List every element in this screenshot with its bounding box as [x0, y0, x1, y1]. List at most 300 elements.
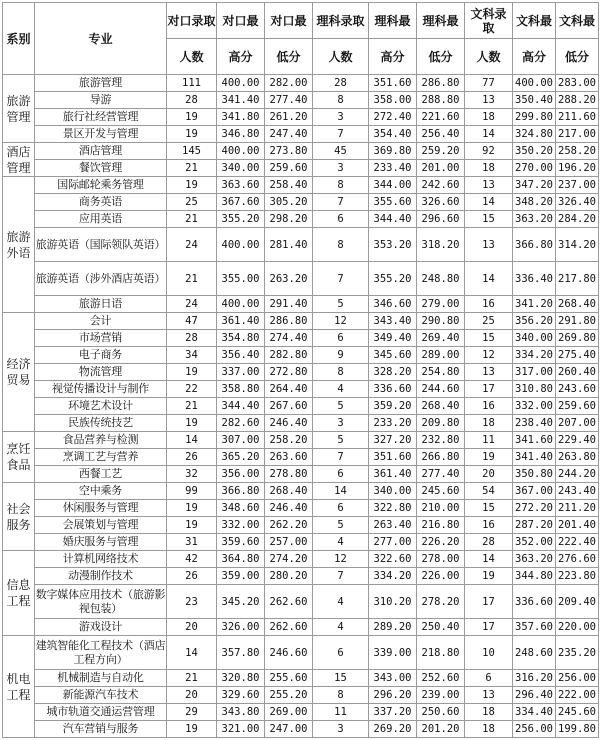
header-col-bottom: 人数: [465, 39, 513, 75]
header-col-top: 对口录取: [167, 3, 217, 39]
value-cell: 8: [313, 92, 369, 109]
value-cell: 296.60: [417, 211, 465, 228]
value-cell: 235.20: [556, 636, 599, 670]
admission-score-table: [2, 2, 599, 738]
value-cell: 283.00: [556, 75, 599, 92]
value-cell: 196.20: [556, 160, 599, 177]
header-col-bottom: 低分: [265, 39, 313, 75]
value-cell: 361.40: [369, 466, 417, 483]
value-cell: 364.80: [217, 551, 265, 568]
table-row: [3, 721, 599, 738]
value-cell: 336.40: [513, 262, 556, 296]
value-cell: 341.40: [217, 92, 265, 109]
value-cell: 258.20: [265, 432, 313, 449]
value-cell: 278.00: [417, 551, 465, 568]
value-cell: 322.80: [369, 500, 417, 517]
table-row: [3, 500, 599, 517]
value-cell: 353.20: [369, 228, 417, 262]
category-cell: 经济 贸易: [3, 313, 35, 432]
value-cell: 288.80: [417, 92, 465, 109]
major-cell: 旅游管理: [35, 75, 167, 92]
value-cell: 260.40: [556, 364, 599, 381]
value-cell: 259.60: [556, 398, 599, 415]
value-cell: 24: [167, 296, 217, 313]
value-cell: 257.00: [265, 534, 313, 551]
table-row: [3, 364, 599, 381]
value-cell: 11: [465, 432, 513, 449]
value-cell: 278.80: [265, 466, 313, 483]
value-cell: 400.00: [217, 228, 265, 262]
value-cell: 357.80: [217, 636, 265, 670]
value-cell: 16: [465, 517, 513, 534]
value-cell: 281.40: [265, 228, 313, 262]
value-cell: 365.20: [217, 449, 265, 466]
table-row: [3, 704, 599, 721]
value-cell: 326.60: [417, 194, 465, 211]
value-cell: 14: [167, 432, 217, 449]
value-cell: 221.60: [417, 109, 465, 126]
value-cell: 3: [313, 160, 369, 177]
value-cell: 356.20: [513, 313, 556, 330]
value-cell: 14: [465, 262, 513, 296]
value-cell: 201.40: [556, 517, 599, 534]
value-cell: 255.20: [265, 687, 313, 704]
value-cell: 282.60: [217, 415, 265, 432]
value-cell: 5: [313, 432, 369, 449]
value-cell: 400.00: [217, 143, 265, 160]
value-cell: 6: [313, 211, 369, 228]
value-cell: 229.40: [556, 432, 599, 449]
value-cell: 222.00: [556, 687, 599, 704]
value-cell: 276.60: [556, 551, 599, 568]
major-cell: 休闲服务与管理: [35, 500, 167, 517]
value-cell: 343.00: [369, 670, 417, 687]
value-cell: 12: [465, 347, 513, 364]
value-cell: 332.00: [217, 517, 265, 534]
major-cell: 旅游英语（涉外酒店英语）: [35, 262, 167, 296]
value-cell: 340.00: [217, 160, 265, 177]
major-cell: 餐饮管理: [35, 160, 167, 177]
value-cell: 3: [313, 415, 369, 432]
value-cell: 349.40: [369, 330, 417, 347]
value-cell: 10: [465, 636, 513, 670]
major-cell: 导游: [35, 92, 167, 109]
value-cell: 26: [167, 449, 217, 466]
value-cell: 334.40: [513, 704, 556, 721]
value-cell: 332.00: [513, 398, 556, 415]
header-col-top: 对口最: [265, 3, 313, 39]
value-cell: 366.80: [217, 483, 265, 500]
value-cell: 324.80: [513, 126, 556, 143]
value-cell: 29: [167, 704, 217, 721]
value-cell: 250.60: [417, 704, 465, 721]
value-cell: 14: [465, 126, 513, 143]
table-row: [3, 551, 599, 568]
value-cell: 343.80: [217, 704, 265, 721]
major-cell: 机械制造与自动化: [35, 670, 167, 687]
value-cell: 262.60: [265, 619, 313, 636]
value-cell: 326.40: [556, 194, 599, 211]
value-cell: 23: [167, 585, 217, 619]
header-col-top: 文科最: [556, 3, 599, 39]
table-row: [3, 160, 599, 177]
value-cell: 216.80: [417, 517, 465, 534]
table-row: [3, 466, 599, 483]
value-cell: 277.00: [369, 534, 417, 551]
value-cell: 256.00: [513, 721, 556, 738]
table-row: [3, 211, 599, 228]
value-cell: 8: [313, 687, 369, 704]
value-cell: 352.00: [513, 534, 556, 551]
value-cell: 350.20: [513, 143, 556, 160]
value-cell: 350.40: [513, 92, 556, 109]
value-cell: 244.20: [556, 466, 599, 483]
value-cell: 341.20: [513, 296, 556, 313]
value-cell: 24: [167, 228, 217, 262]
major-cell: 酒店管理: [35, 143, 167, 160]
header-col-top: 理科最: [417, 3, 465, 39]
value-cell: 355.20: [369, 262, 417, 296]
table-row: [3, 228, 599, 262]
value-cell: 233.20: [369, 415, 417, 432]
header-col-bottom: 低分: [417, 39, 465, 75]
value-cell: 314.20: [556, 228, 599, 262]
value-cell: 18: [465, 704, 513, 721]
value-cell: 28: [313, 75, 369, 92]
value-cell: 263.40: [369, 517, 417, 534]
value-cell: 5: [313, 517, 369, 534]
value-cell: 261.20: [265, 109, 313, 126]
value-cell: 6: [313, 330, 369, 347]
major-cell: 数字媒体应用技术（旅游影视包装）: [35, 585, 167, 619]
value-cell: 19: [167, 415, 217, 432]
header-col-bottom: 人数: [167, 39, 217, 75]
value-cell: 18: [465, 109, 513, 126]
value-cell: 254.80: [417, 364, 465, 381]
value-cell: 4: [313, 619, 369, 636]
value-cell: 263.20: [265, 262, 313, 296]
table-row: [3, 636, 599, 670]
value-cell: 244.60: [417, 381, 465, 398]
value-cell: 6: [313, 500, 369, 517]
value-cell: 16: [465, 398, 513, 415]
value-cell: 346.80: [217, 126, 265, 143]
value-cell: 13: [465, 177, 513, 194]
value-cell: 355.20: [217, 211, 265, 228]
value-cell: 211.20: [556, 500, 599, 517]
value-cell: 296.20: [369, 687, 417, 704]
major-cell: 民族传统技艺: [35, 415, 167, 432]
value-cell: 354.80: [217, 330, 265, 347]
value-cell: 223.80: [556, 568, 599, 585]
value-cell: 289.00: [417, 347, 465, 364]
value-cell: 357.60: [513, 619, 556, 636]
value-cell: 26: [167, 568, 217, 585]
value-cell: 13: [465, 92, 513, 109]
value-cell: 222.40: [556, 534, 599, 551]
value-cell: 275.40: [556, 347, 599, 364]
value-cell: 99: [167, 483, 217, 500]
value-cell: 8: [313, 228, 369, 262]
value-cell: 8: [313, 364, 369, 381]
value-cell: 369.80: [369, 143, 417, 160]
value-cell: 92: [465, 143, 513, 160]
value-cell: 3: [313, 721, 369, 738]
value-cell: 256.00: [556, 670, 599, 687]
value-cell: 366.80: [513, 228, 556, 262]
table-row: [3, 313, 599, 330]
value-cell: 42: [167, 551, 217, 568]
value-cell: 21: [167, 262, 217, 296]
value-cell: 246.40: [265, 500, 313, 517]
value-cell: 288.20: [556, 92, 599, 109]
value-cell: 310.80: [513, 381, 556, 398]
value-cell: 359.20: [369, 398, 417, 415]
value-cell: 8: [313, 177, 369, 194]
value-cell: 13: [465, 228, 513, 262]
table-row: [3, 670, 599, 687]
value-cell: 248.80: [417, 262, 465, 296]
value-cell: 317.00: [513, 364, 556, 381]
value-cell: 287.20: [513, 517, 556, 534]
major-cell: 旅游日语: [35, 296, 167, 313]
value-cell: 25: [465, 313, 513, 330]
value-cell: 248.60: [513, 636, 556, 670]
value-cell: 351.60: [369, 75, 417, 92]
value-cell: 28: [167, 330, 217, 347]
value-cell: 328.20: [369, 364, 417, 381]
value-cell: 289.20: [369, 619, 417, 636]
value-cell: 267.60: [265, 398, 313, 415]
value-cell: 329.60: [217, 687, 265, 704]
value-cell: 400.00: [513, 75, 556, 92]
value-cell: 19: [167, 177, 217, 194]
value-cell: 21: [167, 160, 217, 177]
value-cell: 19: [167, 517, 217, 534]
value-cell: 340.00: [513, 330, 556, 347]
major-cell: 空中乘务: [35, 483, 167, 500]
value-cell: 217.00: [556, 126, 599, 143]
value-cell: 258.20: [556, 143, 599, 160]
major-cell: 应用英语: [35, 211, 167, 228]
value-cell: 269.80: [556, 330, 599, 347]
value-cell: 341.40: [513, 449, 556, 466]
value-cell: 4: [313, 381, 369, 398]
value-cell: 359.00: [217, 568, 265, 585]
table-row: [3, 568, 599, 585]
value-cell: 22: [167, 381, 217, 398]
value-cell: 358.00: [369, 92, 417, 109]
major-cell: 电子商务: [35, 347, 167, 364]
value-cell: 7: [313, 568, 369, 585]
value-cell: 18: [465, 721, 513, 738]
value-cell: 400.00: [217, 75, 265, 92]
value-cell: 252.60: [417, 670, 465, 687]
value-cell: 19: [167, 126, 217, 143]
value-cell: 201.20: [417, 721, 465, 738]
major-cell: 旅行社经营管理: [35, 109, 167, 126]
value-cell: 14: [465, 194, 513, 211]
major-cell: 商务英语: [35, 194, 167, 211]
value-cell: 6: [313, 466, 369, 483]
major-cell: 城市轨道交通运营管理: [35, 704, 167, 721]
value-cell: 19: [167, 500, 217, 517]
value-cell: 273.80: [265, 143, 313, 160]
table-row: [3, 534, 599, 551]
table-row: [3, 449, 599, 466]
value-cell: 32: [167, 466, 217, 483]
value-cell: 243.60: [556, 381, 599, 398]
value-cell: 258.40: [265, 177, 313, 194]
value-cell: 290.80: [417, 313, 465, 330]
value-cell: 5: [313, 398, 369, 415]
major-cell: 新能源汽车技术: [35, 687, 167, 704]
value-cell: 291.40: [265, 296, 313, 313]
value-cell: 256.40: [417, 126, 465, 143]
category-cell: 信息 工程: [3, 551, 35, 636]
category-cell: 酒店 管理: [3, 143, 35, 177]
value-cell: 4: [313, 534, 369, 551]
major-cell: 计算机网络技术: [35, 551, 167, 568]
value-cell: 277.40: [265, 92, 313, 109]
value-cell: 11: [313, 704, 369, 721]
major-cell: 物流管理: [35, 364, 167, 381]
major-cell: 会计: [35, 313, 167, 330]
value-cell: 262.60: [265, 585, 313, 619]
value-cell: 18: [465, 415, 513, 432]
value-cell: 322.60: [369, 551, 417, 568]
value-cell: 6: [465, 670, 513, 687]
major-cell: 游戏设计: [35, 619, 167, 636]
value-cell: 269.20: [369, 721, 417, 738]
value-cell: 367.00: [513, 483, 556, 500]
value-cell: 14: [465, 551, 513, 568]
value-cell: 268.40: [265, 483, 313, 500]
value-cell: 226.20: [417, 534, 465, 551]
value-cell: 280.20: [265, 568, 313, 585]
value-cell: 359.60: [217, 534, 265, 551]
value-cell: 344.80: [513, 568, 556, 585]
value-cell: 245.60: [556, 704, 599, 721]
value-cell: 263.80: [556, 449, 599, 466]
table-row: [3, 483, 599, 500]
value-cell: 232.80: [417, 432, 465, 449]
value-cell: 21: [167, 211, 217, 228]
value-cell: 264.40: [265, 381, 313, 398]
value-cell: 337.00: [217, 364, 265, 381]
value-cell: 318.20: [417, 228, 465, 262]
value-cell: 20: [167, 687, 217, 704]
value-cell: 15: [313, 670, 369, 687]
value-cell: 277.40: [417, 466, 465, 483]
value-cell: 243.40: [556, 483, 599, 500]
table-row: [3, 109, 599, 126]
value-cell: 7: [313, 262, 369, 296]
major-cell: 市场营销: [35, 330, 167, 347]
value-cell: 199.80: [556, 721, 599, 738]
value-cell: 19: [167, 109, 217, 126]
value-cell: 367.60: [217, 194, 265, 211]
header-col-bottom: 高分: [369, 39, 417, 75]
table-row: [3, 347, 599, 364]
value-cell: 336.60: [513, 585, 556, 619]
value-cell: 355.00: [217, 262, 265, 296]
value-cell: 286.80: [417, 75, 465, 92]
major-cell: 会展策划与管理: [35, 517, 167, 534]
value-cell: 34: [167, 347, 217, 364]
value-cell: 282.00: [265, 75, 313, 92]
value-cell: 14: [167, 636, 217, 670]
value-cell: 77: [465, 75, 513, 92]
major-cell: 婚庆服务与管理: [35, 534, 167, 551]
value-cell: 291.80: [556, 313, 599, 330]
value-cell: 346.60: [369, 296, 417, 313]
value-cell: 272.80: [265, 364, 313, 381]
major-cell: 旅游英语（国际领队英语）: [35, 228, 167, 262]
value-cell: 15: [465, 330, 513, 347]
value-cell: 278.20: [417, 585, 465, 619]
value-cell: 263.60: [265, 449, 313, 466]
table-row: [3, 143, 599, 160]
value-cell: 270.00: [513, 160, 556, 177]
value-cell: 211.60: [556, 109, 599, 126]
major-cell: 烹调工艺与营养: [35, 449, 167, 466]
table-row: [3, 687, 599, 704]
value-cell: 363.20: [513, 551, 556, 568]
value-cell: 344.40: [217, 398, 265, 415]
value-cell: 284.20: [556, 211, 599, 228]
value-cell: 259.60: [265, 160, 313, 177]
header-col-bottom: 高分: [513, 39, 556, 75]
table-row: [3, 517, 599, 534]
value-cell: 299.80: [513, 109, 556, 126]
value-cell: 15: [465, 211, 513, 228]
value-cell: 21: [167, 670, 217, 687]
value-cell: 17: [465, 585, 513, 619]
table-row: [3, 296, 599, 313]
value-cell: 237.00: [556, 177, 599, 194]
value-cell: 337.20: [369, 704, 417, 721]
table-row: [3, 585, 599, 619]
value-cell: 361.40: [217, 313, 265, 330]
table-row: [3, 432, 599, 449]
table-row: [3, 381, 599, 398]
major-cell: 食品营养与检测: [35, 432, 167, 449]
value-cell: 339.00: [369, 636, 417, 670]
value-cell: 341.80: [217, 109, 265, 126]
value-cell: 363.20: [513, 211, 556, 228]
header-col-top: 文科最: [513, 3, 556, 39]
value-cell: 6: [313, 636, 369, 670]
table-row: [3, 92, 599, 109]
value-cell: 201.00: [417, 160, 465, 177]
value-cell: 210.00: [417, 500, 465, 517]
value-cell: 272.20: [513, 500, 556, 517]
major-cell: 环境艺术设计: [35, 398, 167, 415]
value-cell: 242.60: [417, 177, 465, 194]
value-cell: 20: [465, 466, 513, 483]
value-cell: 217.80: [556, 262, 599, 296]
major-cell: 视觉传播设计与制作: [35, 381, 167, 398]
value-cell: 298.20: [265, 211, 313, 228]
value-cell: 20: [167, 619, 217, 636]
table-row: [3, 398, 599, 415]
value-cell: 233.40: [369, 160, 417, 177]
value-cell: 334.20: [369, 568, 417, 585]
value-cell: 238.40: [513, 415, 556, 432]
value-cell: 358.80: [217, 381, 265, 398]
value-cell: 17: [465, 381, 513, 398]
